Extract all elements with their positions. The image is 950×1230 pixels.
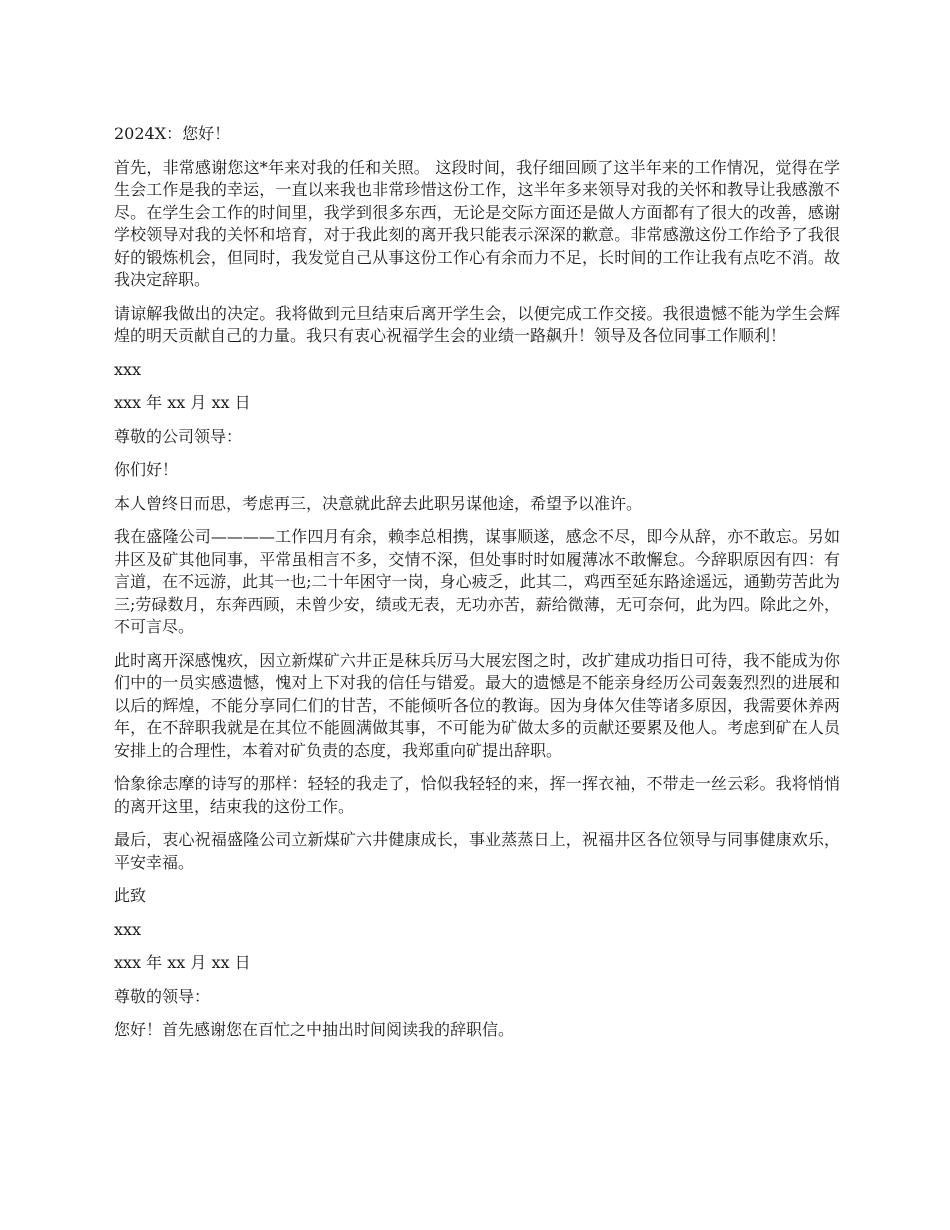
salutation-line: 尊敬的公司领导：: [114, 426, 243, 446]
body-paragraph: 首先，非常感谢您这*年来对我的任和关照。 这段时间，我仔细回顾了这半年来的工作情况，觉得在学生会工作是我的幸运，一直以来我也非常珍惜这份工作，这半年多来领导对我的关怀和教导让我感激不尽。在学生会工作的时间里，我学到很多东西，无论是交际方面还是做人方面都有了很大的改善，感谢学校领导对我的关怀和培育，对于我此刻的离开我只能表示深深的歉意。非常感激这份工作给予了我很好的锻炼机会，但同时，我发觉自己从事这份工作心有余而力不足，长时间的工作让我有点吃不消。故我决定辞职。: [114, 157, 840, 289]
body-paragraph: 本人曾终日而思，考虑再三，决意就此辞去此职另谋他途，希望予以准许。: [114, 493, 643, 513]
greeting-line: 2024X：您好！: [114, 124, 231, 143]
document-page: [114, 123, 840, 1053]
body-paragraph: 请谅解我做出的决定。我将做到元旦结束后离开学生会，以便完成工作交接。我很遗憾不能为学生会辉煌的明天贡献自己的力量。我只有衷心祝福学生会的业绩一路飙升！领导及各位同事工作顺利！: [114, 303, 840, 345]
signature-name: xxx: [114, 359, 142, 379]
body-paragraph: 此时离开深感愧疚，因立新煤矿六井正是秣兵厉马大展宏图之时，改扩建成功指日可待，我不能成为你们中的一员实感遗憾，愧对上下对我的信任与错爱。最大的遗憾是不能亲身经历公司轰轰烈烈的进展和以后的辉煌，不能分享同仁们的甘苦，不能倾听各位的教诲。因为身体欠佳等诸多原因，我需要休养两年，在不辞职我就是在其位不能圆满做其事，不可能为矿做太多的贡献还要累及他人。考虑到矿在人员安排上的合理性，本着对矿负责的态度，我郑重向矿提出辞职。: [114, 650, 840, 760]
closing-line: 此致: [114, 886, 147, 905]
body-paragraph: 您好！首先感谢您在百忙之中抽出时间阅读我的辞职信。: [114, 1020, 515, 1039]
body-paragraph: 恰象徐志摩的诗写的那样：轻轻的我走了，恰似我轻轻的来，挥一挥衣袖，不带走一丝云彩。我将悄悄的离开这里，结束我的这份工作。: [114, 774, 840, 816]
signature-date: xxx 年 xx 月 xx 日: [114, 393, 251, 412]
body-paragraph: 最后，衷心祝福盛隆公司立新煤矿六井健康成长，事业蒸蒸日上，祝福井区各位领导与同事健康欢乐，平安幸福。: [114, 830, 840, 872]
salutation-line: 尊敬的领导：: [114, 986, 211, 1006]
signature-name: xxx: [114, 919, 142, 939]
body-paragraph: 我在盛隆公司————工作四月有余，赖李总相携，谋事顺遂，感念不尽，即今从辞，亦不敢忘。另如井区及矿其他同事，平常虽相言不多，交情不深，但处事时时如履薄冰不敢懈怠。今辞职原因有四：有言道，在不远游，此其一也;二十年困守一岗，身心疲乏，此其二，鸡西至延东路途遥远，通勤劳苦此为三;劳碌数月，东奔西顾，未曾少安，绩或无表，无功亦苦，薪给微薄，无可奈何，此为四。除此之外，不可言尽。: [114, 527, 840, 636]
signature-date: xxx 年 xx 月 xx 日: [114, 953, 251, 972]
greeting-line: 你们好！: [114, 460, 179, 479]
